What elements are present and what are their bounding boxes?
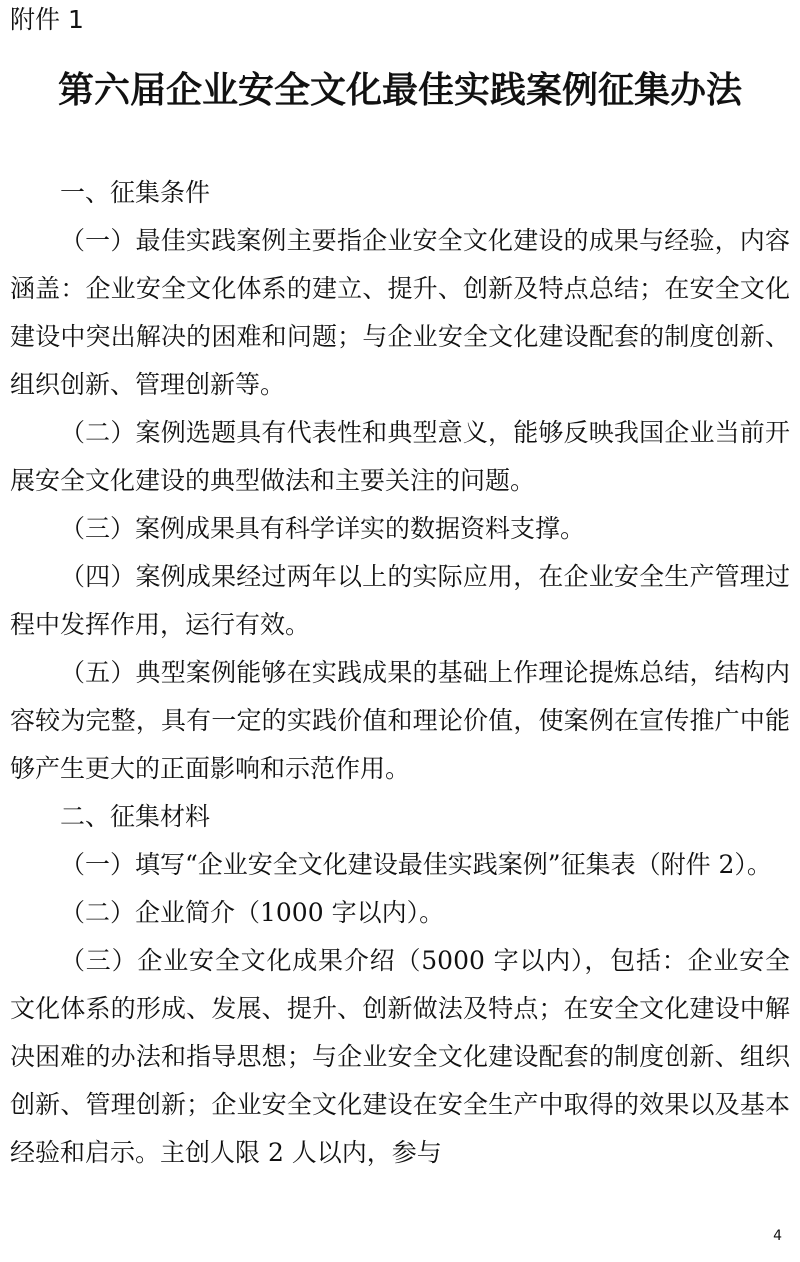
attachment-label: 附件 1 — [10, 5, 84, 34]
paragraph: （一）填写“企业安全文化建设最佳实践案例”征集表（附件 2）。 — [60, 850, 772, 879]
paragraph: （二）案例选题具有代表性和典型意义，能够反映我国企业当前开展安全文化建设的典型做法和主要关注的问题。 — [10, 418, 790, 495]
page-number: 4 — [773, 1228, 782, 1244]
paragraph: （三）案例成果具有科学详实的数据资料支撑。 — [60, 514, 586, 543]
paragraph: （五）典型案例能够在实践成果的基础上作理论提炼总结，结构内容较为完整，具有一定的实践价值和理论价值，使案例在宣传推广中能够产生更大的正面影响和示范作用。 — [10, 658, 790, 783]
paragraph: （三）企业安全文化成果介绍（5000 字以内），包括：企业安全文化体系的形成、发展、提升、创新做法及特点；在安全文化建设中解决困难的办法和指导思想；与企业安全文化建设配套的制度创新、组织创新、管理创新；企业安全文化建设在安全生产中取得的效果以及基本经验和启示。主创人限 2 人以内，参与 — [10, 946, 790, 1167]
paragraph: （四）案例成果经过两年以上的实际应用，在企业安全生产管理过程中发挥作用，运行有效。 — [10, 562, 790, 639]
section-heading-conditions: 一、征集条件 — [60, 178, 211, 207]
document-title: 第六届企业安全文化最佳实践案例征集办法 — [57, 70, 742, 111]
paragraph: （二）企业简介（1000 字以内）。 — [60, 898, 445, 927]
section-heading-materials: 二、征集材料 — [60, 802, 211, 831]
document-body — [10, 169, 790, 1177]
paragraph: （一）最佳实践案例主要指企业安全文化建设的成果与经验，内容涵盖：企业安全文化体系的建立、提升、创新及特点总结；在安全文化建设中突出解决的困难和问题；与企业安全文化建设配套的制度创新、组织创新、管理创新等。 — [10, 226, 790, 399]
